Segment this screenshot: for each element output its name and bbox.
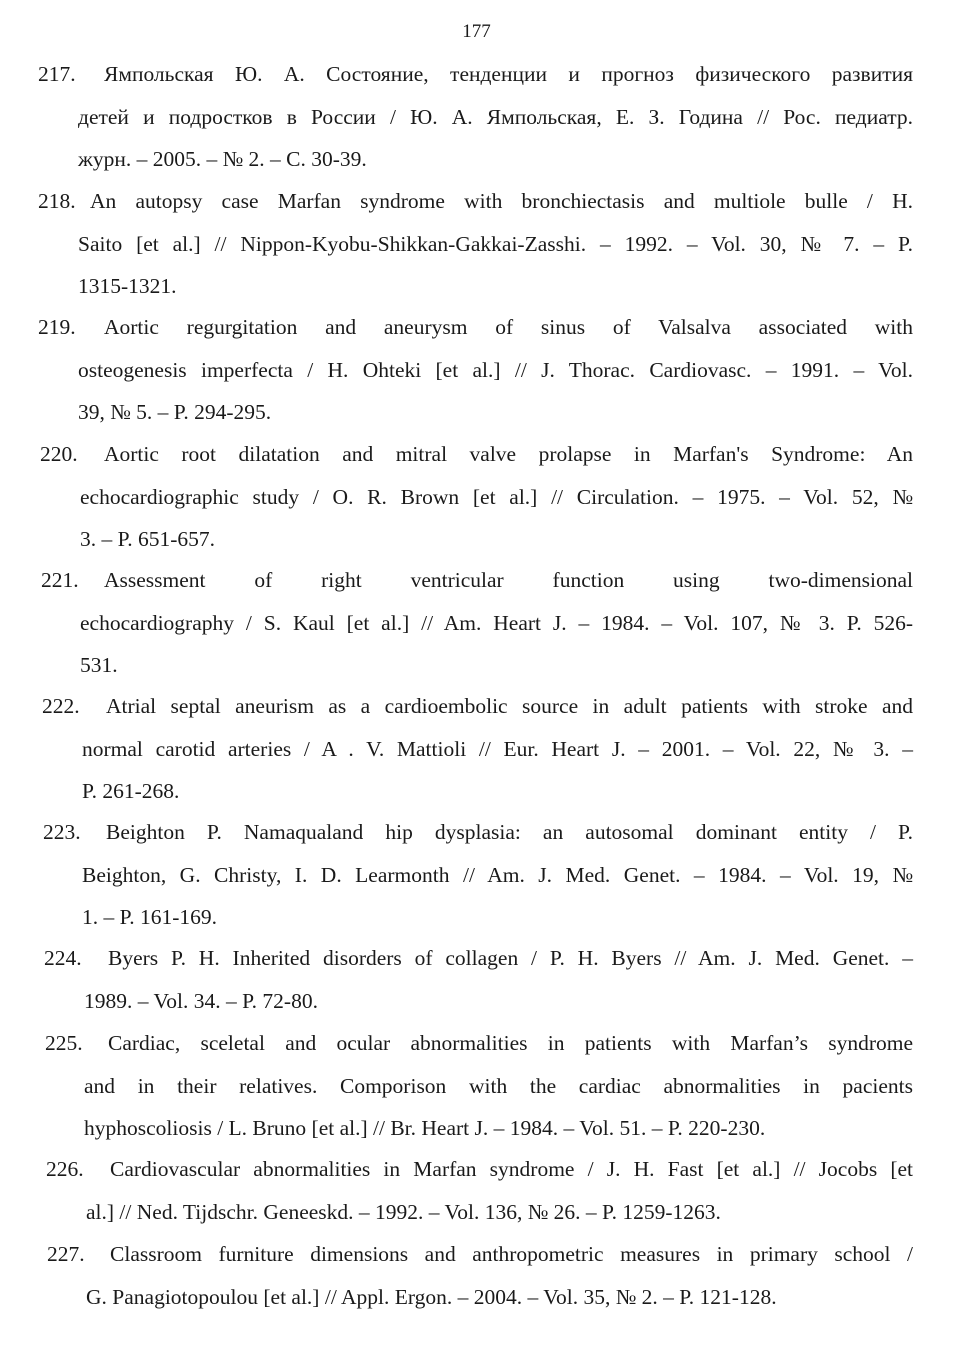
reference-text-line: hyphoscoliosis / L. Bruno [et al.] // Br. Heart J. – 1984. – Vol. 51. – P. 220-230. [84,1116,766,1140]
reference-text-line: 531. [80,653,118,677]
reference-number: 219. [38,315,76,339]
reference-text-line: Byers P. H. Inherited disorders of collagen / P. H. Byers // Am. J. Med. Genet. – [108,946,913,970]
reference-text-line: echocardiographic study / O. R. Brown [et al.] // Circulation. – 1975. – Vol. 52, № [80,484,913,509]
reference-number: 222. [42,694,80,718]
reference-text-line: детей и подростков в России / Ю. А. Ямпольская, Е. З. Година // Рос. педиатр. [78,104,913,129]
reference-text-line: G. Panagiotopoulou [et al.] // Appl. Ergon. – 2004. – Vol. 35, № 2. – P. 121-128. [86,1284,777,1309]
reference-number: 221. [41,568,79,592]
reference-text-line: Saito [et al.] // Nippon-Kyobu-Shikkan-Gakkai-Zasshi. – 1992. – Vol. 30, № 7. – P. [78,231,913,256]
reference-text-line: журн. – 2005. – № 2. – С. 30-39. [78,147,367,171]
reference-text-line: Assessment of right ventricular function using two-dimensional [104,568,913,592]
reference-text-line: Cardiovascular abnormalities in Marfan syndrome / J. H. Fast [et al.] // Jocobs [et [110,1157,913,1181]
reference-text-line: An autopsy case Marfan syndrome with bronchiectasis and multiole bulle / H. [90,189,913,213]
reference-text-line: Classroom furniture dimensions and anthropometric measures in primary school / [110,1242,913,1266]
reference-text-line: and in their relatives. Comporison with the cardiac abnormalities in pacients [84,1073,913,1098]
reference-number: 218. [38,189,76,213]
reference-text-line: Aortic root dilatation and mitral valve prolapse in Marfan's Syndrome: An [104,442,913,466]
reference-text-line: 3. – P. 651-657. [80,527,215,551]
reference-text-line: P. 261-268. [82,779,180,803]
reference-text-line: 39, № 5. – P. 294-295. [78,400,272,424]
reference-number: 225. [45,1031,83,1055]
reference-text-line: normal carotid arteries / A . V. Mattioli // Eur. Heart J. – 2001. – Vol. 22, № 3. – [82,736,913,761]
reference-number: 220. [40,442,78,466]
page-number: 177 [462,21,491,42]
reference-text-line: Ямпольская Ю. А. Состояние, тенденции и прогноз физического развития [104,62,913,86]
reference-number: 217. [38,62,76,86]
reference-text-line: Atrial septal aneurism as a cardioembolic source in adult patients with stroke and [106,694,913,718]
reference-text-line: osteogenesis imperfecta / H. Ohteki [et al.] // J. Thorac. Cardiovasc. – 1991. – Vol. [78,357,913,382]
reference-text-line: Cardiac, sceletal and ocular abnormalities in patients with Marfan’s syndrome [108,1031,913,1055]
reference-number: 227. [47,1242,85,1266]
reference-number: 223. [43,820,81,844]
reference-number: 224. [44,946,82,970]
reference-text-line: Beighton P. Namaqualand hip dysplasia: an autosomal dominant entity / P. [106,820,913,844]
reference-text-line: Aortic regurgitation and aneurysm of sinus of Valsalva associated with [104,315,913,339]
reference-text-line: al.] // Ned. Tijdschr. Geneeskd. – 1992. – Vol. 136, № 26. – P. 1259-1263. [86,1199,721,1224]
reference-text-line: echocardiography / S. Kaul [et al.] // Am. Heart J. – 1984. – Vol. 107, № 3. P. 526- [80,610,913,635]
reference-text-line: 1. – P. 161-169. [82,905,217,929]
reference-number: 226. [46,1157,84,1181]
reference-text-line: 1315-1321. [78,274,177,298]
reference-text-line: 1989. – Vol. 34. – P. 72-80. [84,988,318,1013]
reference-text-line: Beighton, G. Christy, I. D. Learmonth // Am. J. Med. Genet. – 1984. – Vol. 19, № [82,862,913,887]
